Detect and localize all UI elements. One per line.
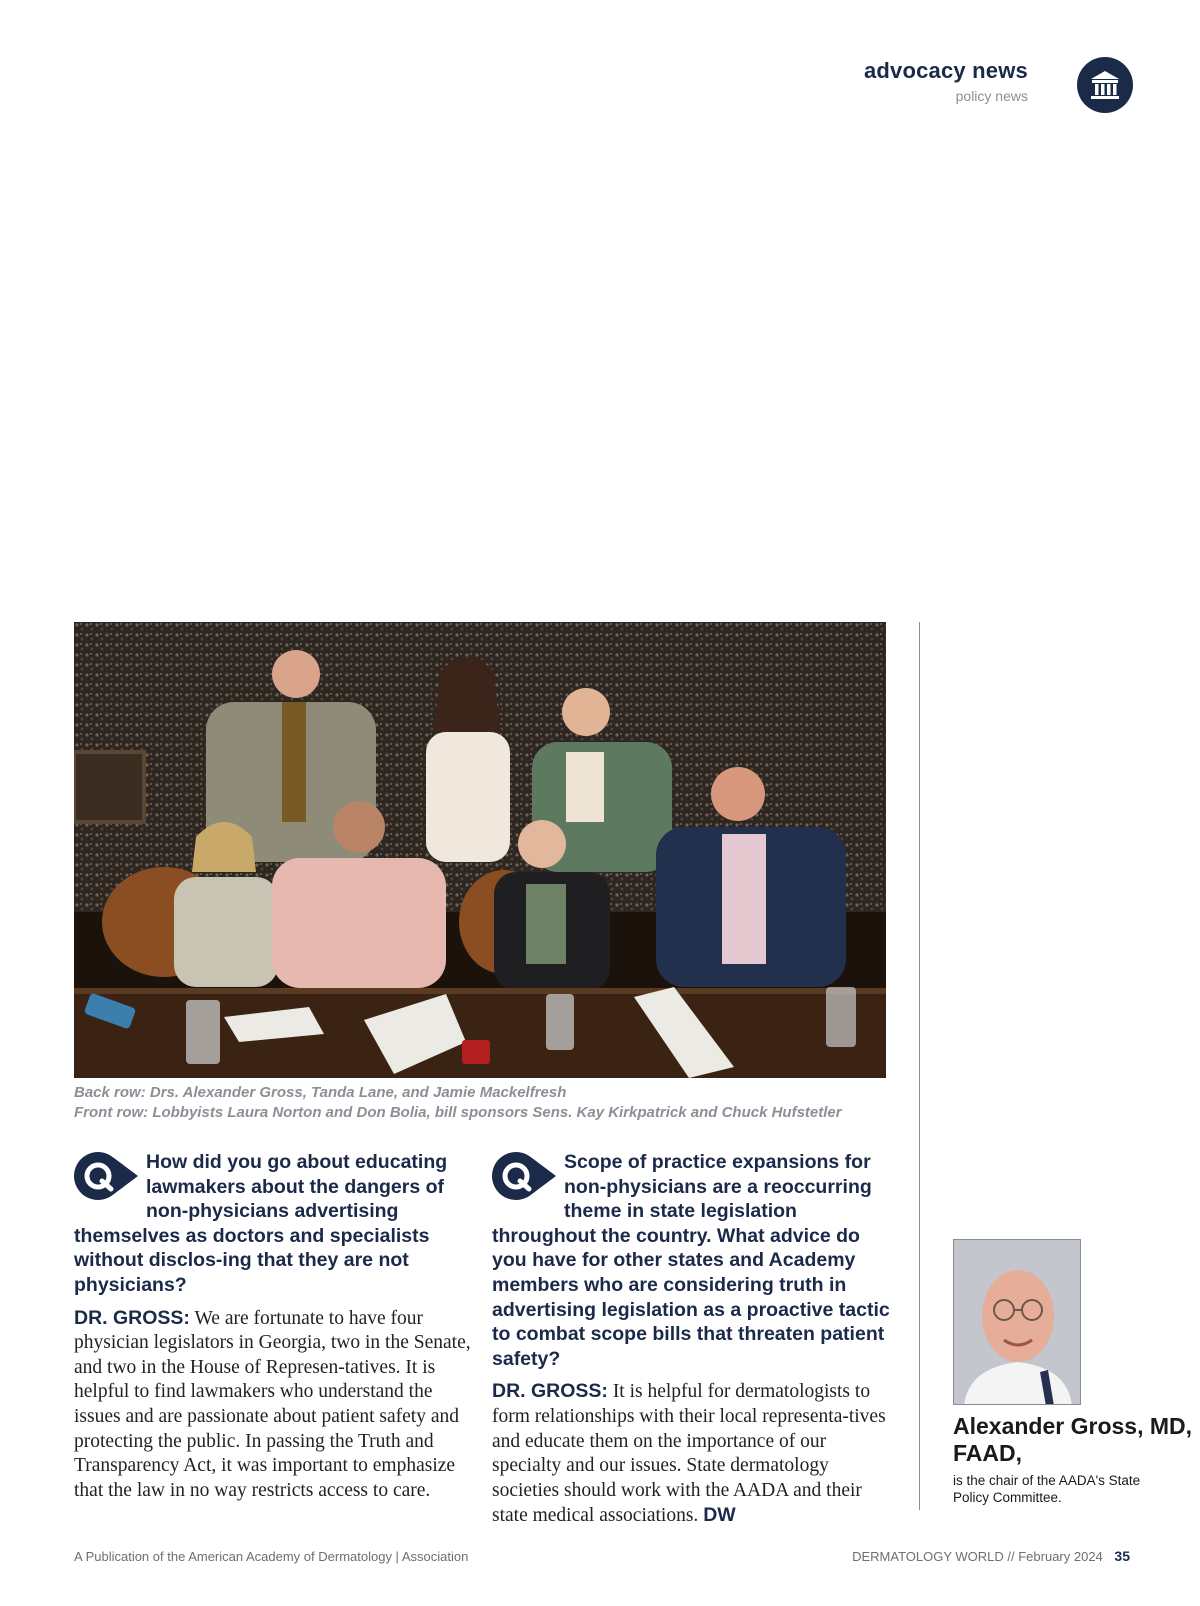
answer-text bbox=[74, 1306, 474, 1504]
caption-front-row: Front row: Lobbyists Laura Norton and Don Bolia, bill sponsors Sens. Kay Kirkpatrick and Chuck Hufstetler bbox=[74, 1104, 842, 1121]
footer-issue: DERMATOLOGY WORLD // February 2024 bbox=[852, 1549, 1103, 1564]
section-title: advocacy news bbox=[863, 58, 1028, 83]
answer-body: We are fortunate to have four physician legislators in Georgia, two in the Senate, and two in the House of Represen-tatives. It is helpful to find lawmakers who understand the issues and are passionate about patient safety and protecting the public. In passing the Truth and Transparency Act, it was important to emphasize that the law in no way restricts access to care. bbox=[74, 1307, 471, 1501]
footer-magazine bbox=[852, 1548, 1130, 1564]
caption-back-row: Back row: Drs. Alexander Gross, Tanda Lane, and Jamie Mackelfresh bbox=[74, 1084, 567, 1101]
qa-block-2 bbox=[492, 1150, 892, 1529]
speaker-label: DR. GROSS: bbox=[492, 1380, 608, 1403]
column-divider bbox=[919, 622, 920, 1510]
question-text: How did you go about educating lawmakers about the dangers of non-physicians advertising themselves as doctors and specialists without disclos-ing that they are not physicians? bbox=[74, 1151, 448, 1296]
question-icon bbox=[74, 1150, 138, 1202]
author-name: Alexander Gross, MD, FAAD, bbox=[953, 1413, 1193, 1466]
author-headshot bbox=[953, 1239, 1081, 1405]
section-subtitle: policy news bbox=[955, 88, 1028, 104]
footer-publisher: A Publication of the American Academy of Dermatology | Association bbox=[74, 1549, 469, 1564]
group-photo bbox=[74, 622, 886, 1078]
section-header bbox=[864, 58, 1028, 104]
speaker-label: DR. GROSS: bbox=[74, 1306, 190, 1329]
qa-block-1 bbox=[74, 1150, 474, 1503]
photo-caption bbox=[74, 1083, 894, 1123]
question-icon bbox=[492, 1150, 556, 1202]
page-number: 35 bbox=[1114, 1548, 1130, 1564]
question-text: Scope of practice expansions for non-physicians are a reoccurring theme in state legislation throughout the country. What advice do you have for other states and Academy members who are considering truth in advertising legislation as a proactive tactic to combat scope bills that threaten patient safety? bbox=[492, 1151, 890, 1370]
author-bio: is the chair of the AADA's State Policy Committee. bbox=[953, 1473, 1141, 1505]
end-mark: DW bbox=[703, 1504, 736, 1527]
answer-text bbox=[492, 1379, 892, 1529]
answer-body: It is helpful for dermatologists to form relationships with their local representa-tives and educate them on the importance of our specialty and our issues. State dermatology societies should work with the AADA and their state medical associations. bbox=[492, 1381, 886, 1527]
capitol-building-icon bbox=[1077, 57, 1133, 113]
